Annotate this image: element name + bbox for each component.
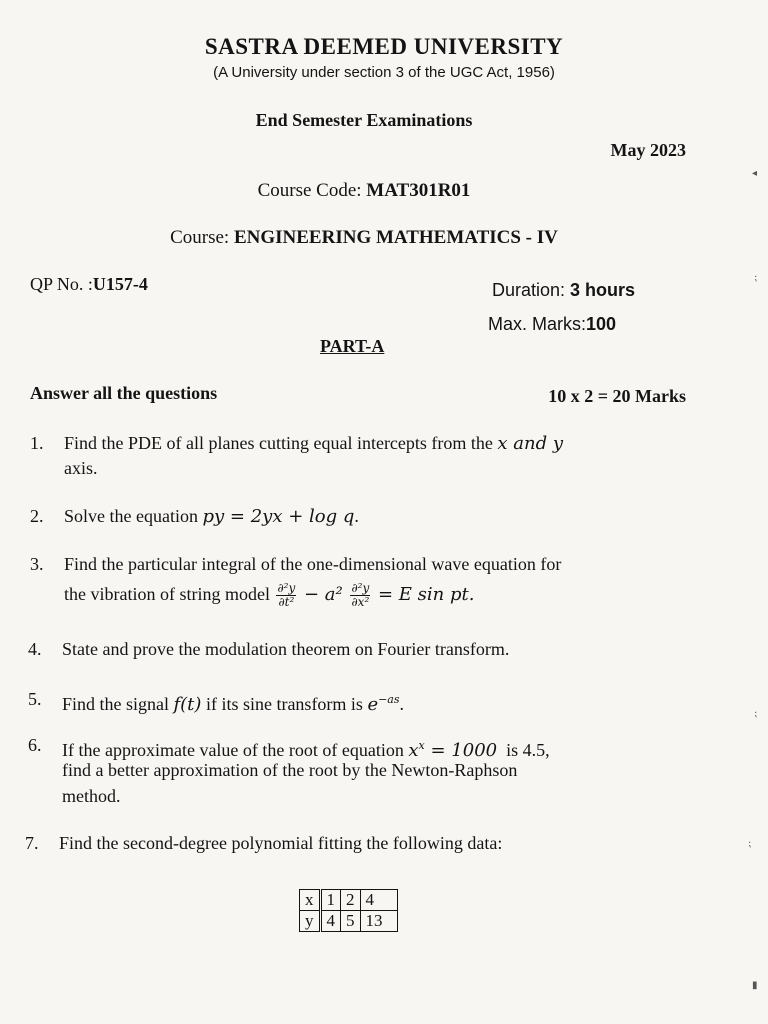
part-marks: 10 x 2 = 20 Marks	[548, 386, 686, 406]
course-name: ENGINEERING MATHEMATICS - IV	[233, 227, 558, 248]
table-cell: 4	[320, 911, 341, 932]
max-marks-value: 100	[586, 314, 617, 334]
question-text-part: Find the PDE of all planes cutting equal intercepts from the	[64, 433, 498, 453]
question-text-line2	[64, 581, 474, 609]
data-table	[299, 889, 398, 932]
table-cell: 13	[360, 911, 397, 932]
math-superscript: −as	[378, 693, 400, 706]
qp-label: QP No. :	[30, 274, 93, 294]
question-text-part: Find the signal	[62, 694, 174, 714]
table-row	[300, 911, 398, 932]
scan-mark: ⁏	[754, 272, 758, 283]
duration-value: 3 hours	[570, 280, 636, 300]
scan-mark: ⁏	[748, 838, 752, 849]
question-text	[64, 503, 359, 530]
question-text	[64, 430, 563, 457]
question-text-end: is 4.5,	[497, 740, 550, 760]
math-expression: = 1000	[424, 740, 498, 761]
table-cell: y	[300, 911, 321, 932]
question-number: 5.	[28, 689, 42, 709]
qp-number-line	[30, 274, 148, 295]
question-text-part: if its sine transform is	[201, 694, 368, 714]
wave-equation: $\frac{\text{∂²y}}{\text{∂t²}}$ − a² $\frac{\text{∂²y}}{\text{∂x²}}$ = E sin pt.	[277, 581, 475, 610]
course-code: MAT301R01	[366, 180, 471, 201]
question-text-end: .	[399, 694, 405, 714]
question-text-line2: find a better approximation of the root by the Newton-Raphson	[62, 760, 518, 780]
question-text-part: the vibration of string model	[64, 584, 275, 604]
question-text-line1: Find the particular integral of the one-dimensional wave equation for	[64, 554, 562, 574]
table-cell: 5	[341, 911, 361, 932]
question-number: 3.	[30, 554, 44, 574]
university-name: SASTRA DEEMED UNIVERSITY	[204, 34, 564, 59]
max-marks-label: Max. Marks:	[488, 314, 587, 334]
course-code-label: Course Code:	[257, 180, 367, 201]
course-code-line	[0, 180, 728, 202]
question-text: State and prove the modulation theorem on Fourier transform.	[62, 639, 510, 659]
question-text-end: .	[354, 506, 359, 526]
exam-title: End Semester Examinations	[255, 110, 473, 130]
instruction: Answer all the questions	[30, 383, 218, 403]
question-text-line2: axis.	[64, 458, 98, 478]
question-text-part: If the approximate value of the root of equation	[62, 740, 409, 760]
exam-date: May 2023	[610, 140, 686, 160]
question-number: 1.	[30, 433, 44, 453]
course-line	[0, 227, 728, 249]
table-cell: 4	[360, 890, 397, 911]
table-row	[300, 890, 398, 911]
math-expression: f(t)	[173, 694, 202, 715]
qp-number: U157-4	[92, 274, 148, 294]
duration-line	[492, 280, 635, 301]
math-expression: x	[408, 740, 419, 761]
university-subtitle: (A University under section 3 of the UGC Act, 1956)	[213, 64, 555, 81]
max-marks-line	[488, 314, 616, 335]
math-expression: py = 2yx + log q	[202, 506, 355, 527]
question-number: 2.	[30, 506, 44, 526]
question-number: 6.	[28, 735, 42, 755]
duration-label: Duration:	[492, 280, 571, 300]
question-text	[62, 686, 404, 718]
math-superscript: x	[418, 739, 425, 752]
scan-mark: ▮	[752, 980, 758, 991]
table-cell: x	[300, 890, 321, 911]
table-cell: 2	[341, 890, 361, 911]
question-text: Find the second-degree polynomial fitting the following data:	[59, 833, 503, 853]
course-label: Course:	[170, 227, 234, 248]
scan-mark: ◂	[752, 168, 758, 179]
question-number: 4.	[28, 639, 42, 659]
part-title: PART-A	[320, 336, 385, 356]
question-text-part: Solve the equation	[64, 506, 203, 526]
scan-mark: ⁏	[754, 708, 758, 719]
math-expression: x and y	[497, 433, 564, 454]
table-cell: 1	[320, 890, 341, 911]
question-number: 7.	[25, 833, 39, 853]
question-text-line3: method.	[62, 786, 121, 806]
math-expression: e	[367, 694, 379, 715]
